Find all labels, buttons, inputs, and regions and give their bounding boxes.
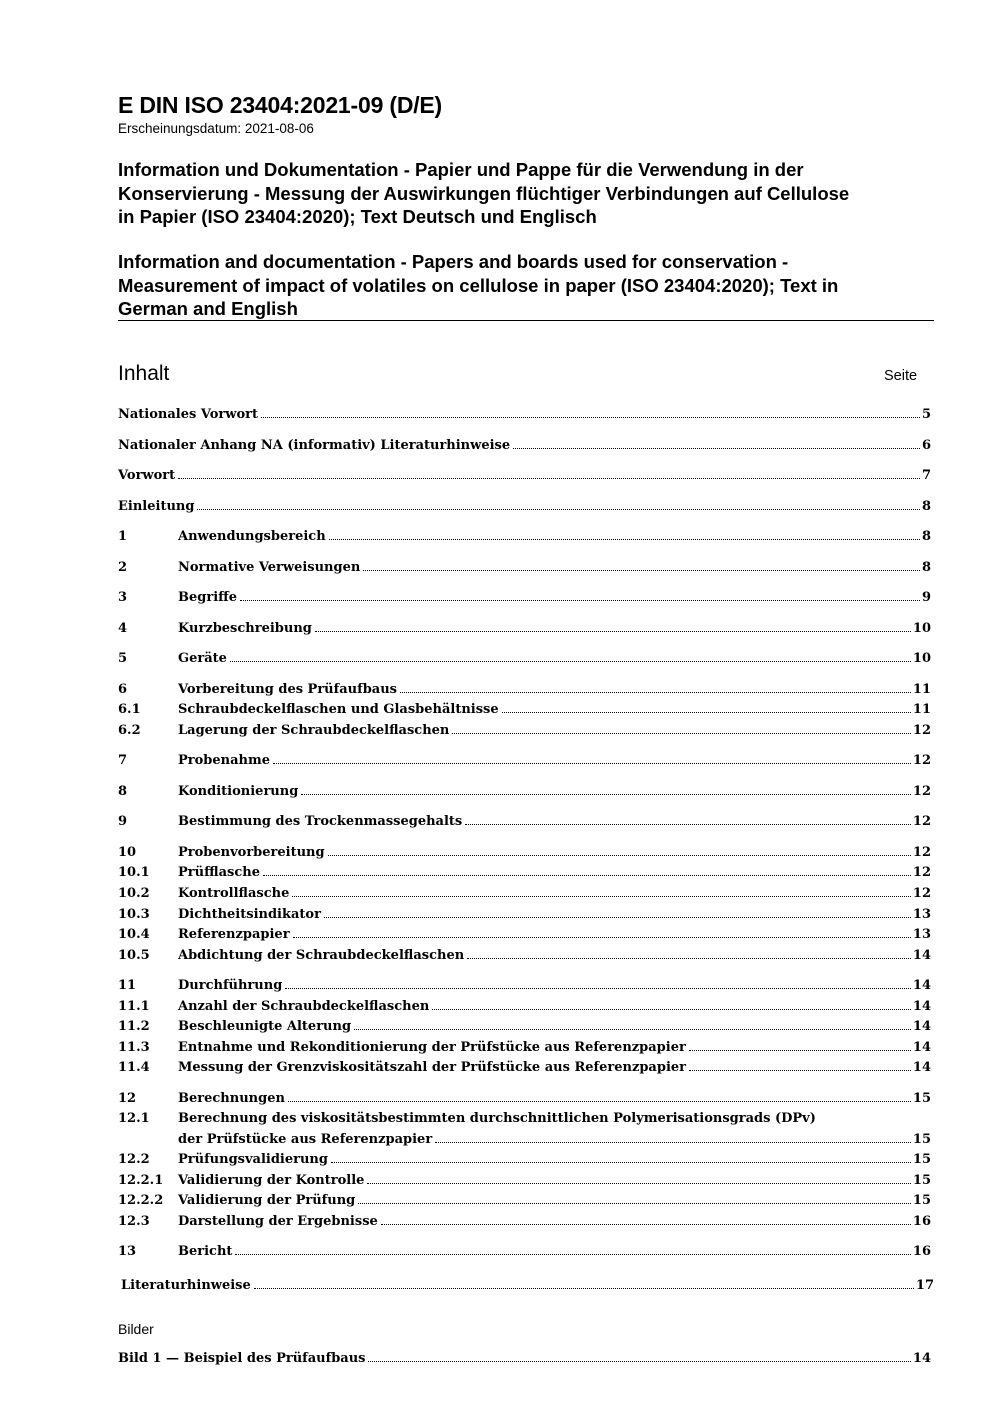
- toc-entry-number: 12.2.1: [118, 1173, 164, 1188]
- dot-leader: [293, 925, 911, 938]
- toc-entry-label: Literaturhinweise: [121, 1278, 251, 1293]
- toc-entry-label: Prüfungsvalidierung: [178, 1152, 328, 1167]
- toc-entry-page: 16: [912, 1244, 931, 1259]
- toc-entry-page: 11: [912, 682, 931, 697]
- toc-entry-label: Darstellung der Ergebnisse: [178, 1214, 378, 1229]
- dot-leader: [432, 997, 911, 1010]
- toc-entry[interactable]: [118, 680, 931, 700]
- toc-entry[interactable]: [118, 863, 931, 883]
- toc-entry-page: 10: [912, 651, 931, 666]
- toc-entry-page: 12: [912, 784, 931, 799]
- toc-entry[interactable]: [118, 497, 931, 517]
- toc-entry-label: Prüfflasche: [178, 865, 260, 880]
- toc-entry-page: 8: [921, 499, 931, 514]
- toc-entry[interactable]: [118, 1191, 931, 1211]
- toc-entry[interactable]: [118, 782, 931, 802]
- toc-entry[interactable]: [118, 405, 931, 425]
- toc-entry-label: Vorwort: [118, 468, 176, 483]
- toc-entry[interactable]: [118, 649, 931, 669]
- toc-entry-number: 11.2: [118, 1019, 150, 1034]
- toc-entry[interactable]: [118, 843, 931, 863]
- title-english-line: Measurement of impact of volatiles on cellulose in paper (ISO 23404:2020); Text in: [118, 274, 839, 296]
- toc-entry-page: 15: [912, 1193, 931, 1208]
- dot-leader: [329, 527, 920, 540]
- toc-entry-label: Validierung der Kontrolle: [178, 1173, 365, 1188]
- toc-entry-page: 8: [921, 529, 931, 544]
- dot-leader: [363, 558, 920, 571]
- title-divider: [118, 320, 934, 321]
- dot-leader: [400, 680, 911, 693]
- toc-entry[interactable]: [118, 1212, 931, 1232]
- toc-entry-label: Beschleunigte Alterung: [178, 1019, 352, 1034]
- dot-leader: [230, 649, 911, 662]
- toc-entry-number: 10.5: [118, 948, 150, 963]
- dot-leader: [328, 843, 911, 856]
- dot-leader: [502, 700, 911, 713]
- toc-entry-label: Nationaler Anhang NA (informativ) Literaturhinweise: [118, 438, 511, 453]
- toc-entry-number: 5: [118, 651, 128, 666]
- toc-entry-label: Durchführung: [178, 978, 283, 993]
- dot-leader: [452, 721, 911, 734]
- dot-leader: [285, 976, 911, 989]
- title-english-line: German and English: [118, 298, 298, 319]
- toc-entry[interactable]: [118, 1171, 931, 1191]
- toc-entry[interactable]: [118, 905, 931, 925]
- toc-entry[interactable]: [118, 997, 931, 1017]
- dot-leader: [358, 1191, 911, 1204]
- toc-entry-label: Messung der Grenzviskositätszahl der Prüfstücke aus Referenzpapier: [178, 1060, 687, 1075]
- dot-leader: [689, 1038, 911, 1051]
- toc-entry-label: Anzahl der Schraubdeckelflaschen: [178, 999, 430, 1014]
- toc-entry-label-continued: der Prüfstücke aus Referenzpapier: [178, 1132, 433, 1147]
- toc-entry-label: Dichtheitsindikator: [178, 907, 321, 922]
- toc-entry[interactable]: [118, 976, 931, 996]
- toc-entry[interactable]: [121, 1276, 934, 1296]
- toc-entry-number: 12: [118, 1091, 137, 1106]
- toc-entry-page: 11: [912, 702, 931, 717]
- toc-entry[interactable]: [118, 1109, 931, 1129]
- toc-entry-number: 11: [118, 978, 137, 993]
- toc-entry-page: 14: [912, 948, 931, 963]
- toc-entry[interactable]: [118, 925, 931, 945]
- toc-entry[interactable]: [118, 619, 931, 639]
- toc-entry-page: 15: [912, 1152, 931, 1167]
- toc-entry-page: 9: [921, 590, 931, 605]
- toc-entry-label: Berechnung des viskositätsbestimmten durchschnittlichen Polymerisationsgrads (DPv): [178, 1111, 816, 1126]
- dot-leader: [467, 946, 911, 959]
- toc-entry-label: Vorbereitung des Prüfaufbaus: [178, 682, 397, 697]
- toc-entry-label: Kontrollflasche: [178, 886, 290, 901]
- toc-entry-label: Bericht: [178, 1244, 233, 1259]
- toc-entry-page: 17: [915, 1278, 934, 1293]
- toc-entry-label: Konditionierung: [178, 784, 299, 799]
- toc-entry-number: 12.3: [118, 1214, 150, 1229]
- toc-entry-label: Kurzbeschreibung: [178, 621, 312, 636]
- toc-entry[interactable]: [118, 1242, 931, 1262]
- toc-entry[interactable]: [118, 812, 931, 832]
- toc-entry[interactable]: [118, 1089, 931, 1109]
- toc-entry-label: Referenzpapier: [178, 927, 290, 942]
- dot-leader: [315, 619, 911, 632]
- toc-entry-number: 10.4: [118, 927, 150, 942]
- toc-entry-number: 12.2.2: [118, 1193, 164, 1208]
- toc-entry-page: 12: [912, 865, 931, 880]
- toc-entry-label: Abdichtung der Schraubdeckelflaschen: [178, 948, 465, 963]
- toc-entry[interactable]: [118, 436, 931, 456]
- toc-entry[interactable]: [118, 884, 931, 904]
- dot-leader: [367, 1171, 911, 1184]
- toc-entry-number: 12.2: [118, 1152, 150, 1167]
- toc-entry-number: 10: [118, 845, 137, 860]
- figure-entry-label: Bild 1 — Beispiel des Prüfaufbaus: [118, 1351, 366, 1366]
- toc-entry-number: 12.1: [118, 1111, 150, 1126]
- figure-entry-page: 14: [912, 1351, 931, 1366]
- toc-entry-number: 1: [118, 529, 128, 544]
- toc-entry-page: 12: [912, 723, 931, 738]
- toc-entry[interactable]: [118, 588, 931, 608]
- toc-entry-label: Probenvorbereitung: [178, 845, 325, 860]
- toc-entry-label: Schraubdeckelflaschen und Glasbehältnisse: [178, 702, 499, 717]
- toc-entry-page: 14: [912, 999, 931, 1014]
- dot-leader: [254, 1276, 914, 1289]
- title-german-line: Konservierung - Messung der Auswirkungen flüchtiger Verbindungen auf Cellulose: [118, 182, 850, 204]
- toc-entry-page: 15: [912, 1091, 931, 1106]
- document-id: E DIN ISO 23404:2021-09 (D/E): [118, 92, 443, 118]
- dot-leader: [381, 1212, 911, 1225]
- toc-entry-page: 14: [912, 978, 931, 993]
- toc-entry[interactable]: [118, 700, 931, 720]
- toc-entry-page: 13: [912, 927, 931, 942]
- toc-entry-number: 7: [118, 753, 128, 768]
- dot-leader: [368, 1349, 910, 1362]
- toc-entry-number: 11.1: [118, 999, 150, 1014]
- toc-entry-label: Bestimmung des Trockenmassegehalts: [178, 814, 463, 829]
- toc-entry-number: 3: [118, 590, 128, 605]
- toc-entry-page: 10: [912, 621, 931, 636]
- toc-entry-page: 7: [921, 468, 931, 483]
- toc-entry[interactable]: [118, 558, 931, 578]
- dot-leader: [197, 497, 920, 510]
- toc-entry-page: 8: [921, 560, 931, 575]
- toc-entry[interactable]: [118, 1150, 931, 1170]
- toc-entry-number: 13: [118, 1244, 137, 1259]
- toc-entry-label: Probenahme: [178, 753, 271, 768]
- dot-leader: [178, 466, 920, 479]
- figures-heading: Bilder: [118, 1321, 154, 1337]
- toc-entry-label: Validierung der Prüfung: [178, 1193, 356, 1208]
- dot-leader: [261, 405, 920, 418]
- publication-date: Erscheinungsdatum: 2021-08-06: [118, 121, 314, 136]
- toc-entry-label: Geräte: [178, 651, 227, 666]
- toc-entry-number: 6.2: [118, 723, 141, 738]
- dot-leader: [292, 884, 911, 897]
- dot-leader: [301, 782, 911, 795]
- toc-entry-label: Anwendungsbereich: [178, 529, 326, 544]
- dot-leader: [689, 1058, 911, 1071]
- toc-entry[interactable]: [118, 1058, 931, 1078]
- dot-leader: [324, 905, 911, 918]
- dot-leader: [235, 1242, 910, 1255]
- toc-entry-label: Nationales Vorwort: [118, 407, 258, 422]
- toc-entry-page: 12: [912, 814, 931, 829]
- title-english: [118, 250, 938, 321]
- toc-entry[interactable]: [118, 1038, 931, 1058]
- toc-entry[interactable]: [118, 721, 931, 741]
- toc-entry-number: 9: [118, 814, 128, 829]
- toc-entry[interactable]: [118, 466, 931, 486]
- toc-heading: Inhalt: [118, 362, 170, 385]
- toc-entry-page: 14: [912, 1019, 931, 1034]
- dot-leader: [263, 863, 911, 876]
- toc-entry-page: 12: [912, 886, 931, 901]
- toc-entry-label: Begriffe: [178, 590, 238, 605]
- toc-entry-page: 12: [912, 753, 931, 768]
- toc-entry-number: 4: [118, 621, 128, 636]
- toc-entry-number: 6: [118, 682, 128, 697]
- toc-entry-continuation[interactable]: [118, 1130, 931, 1150]
- toc-entry-label: Normative Verweisungen: [178, 560, 361, 575]
- toc-page-column-label: Seite: [884, 368, 918, 384]
- toc-entry-page: 15: [912, 1173, 931, 1188]
- title-german-line: Information und Dokumentation - Papier und Pappe für die Verwendung in der: [118, 159, 804, 180]
- toc-entry-label: Entnahme und Rekonditionierung der Prüfstücke aus Referenzpapier: [178, 1040, 686, 1055]
- toc-entry[interactable]: [118, 527, 931, 547]
- title-german: [118, 158, 938, 229]
- title-german-line: in Papier (ISO 23404:2020); Text Deutsch und Englisch: [118, 206, 597, 227]
- toc-entry-number: 6.1: [118, 702, 141, 717]
- toc-entry-number: 11.4: [118, 1060, 150, 1075]
- toc-entry-label: Berechnungen: [178, 1091, 285, 1106]
- toc-entry-number: 8: [118, 784, 128, 799]
- dot-leader: [288, 1089, 911, 1102]
- toc-entry-number: 10.1: [118, 865, 150, 880]
- dot-leader: [354, 1017, 911, 1030]
- dot-leader: [273, 751, 911, 764]
- dot-leader: [240, 588, 920, 601]
- toc-entry-page: 14: [912, 1040, 931, 1055]
- toc-entry-label: Einleitung: [118, 499, 195, 514]
- figure-entry[interactable]: [118, 1349, 931, 1369]
- toc-entry-page: 16: [912, 1214, 931, 1229]
- toc-entry[interactable]: [118, 751, 931, 771]
- toc-entry-page: 6: [921, 438, 931, 453]
- toc-entry-number: 2: [118, 560, 128, 575]
- toc-entry-number: 10.3: [118, 907, 150, 922]
- toc-entry-page: 13: [912, 907, 931, 922]
- toc-entry-page: 12: [912, 845, 931, 860]
- toc-entry-page: 14: [912, 1060, 931, 1075]
- dot-leader: [513, 436, 920, 449]
- toc-entry-number: 10.2: [118, 886, 150, 901]
- title-english-line: Information and documentation - Papers and boards used for conservation -: [118, 251, 789, 272]
- toc-entry-page: 15: [912, 1132, 931, 1147]
- toc-entry[interactable]: [118, 1017, 931, 1037]
- dot-leader: [331, 1150, 911, 1163]
- toc-entry-page: 5: [921, 407, 931, 422]
- dot-leader: [435, 1130, 911, 1143]
- toc-entry[interactable]: [118, 946, 931, 966]
- dot-leader: [465, 812, 911, 825]
- toc-entry-label: Lagerung der Schraubdeckelflaschen: [178, 723, 450, 738]
- toc-entry-number: 11.3: [118, 1040, 150, 1055]
